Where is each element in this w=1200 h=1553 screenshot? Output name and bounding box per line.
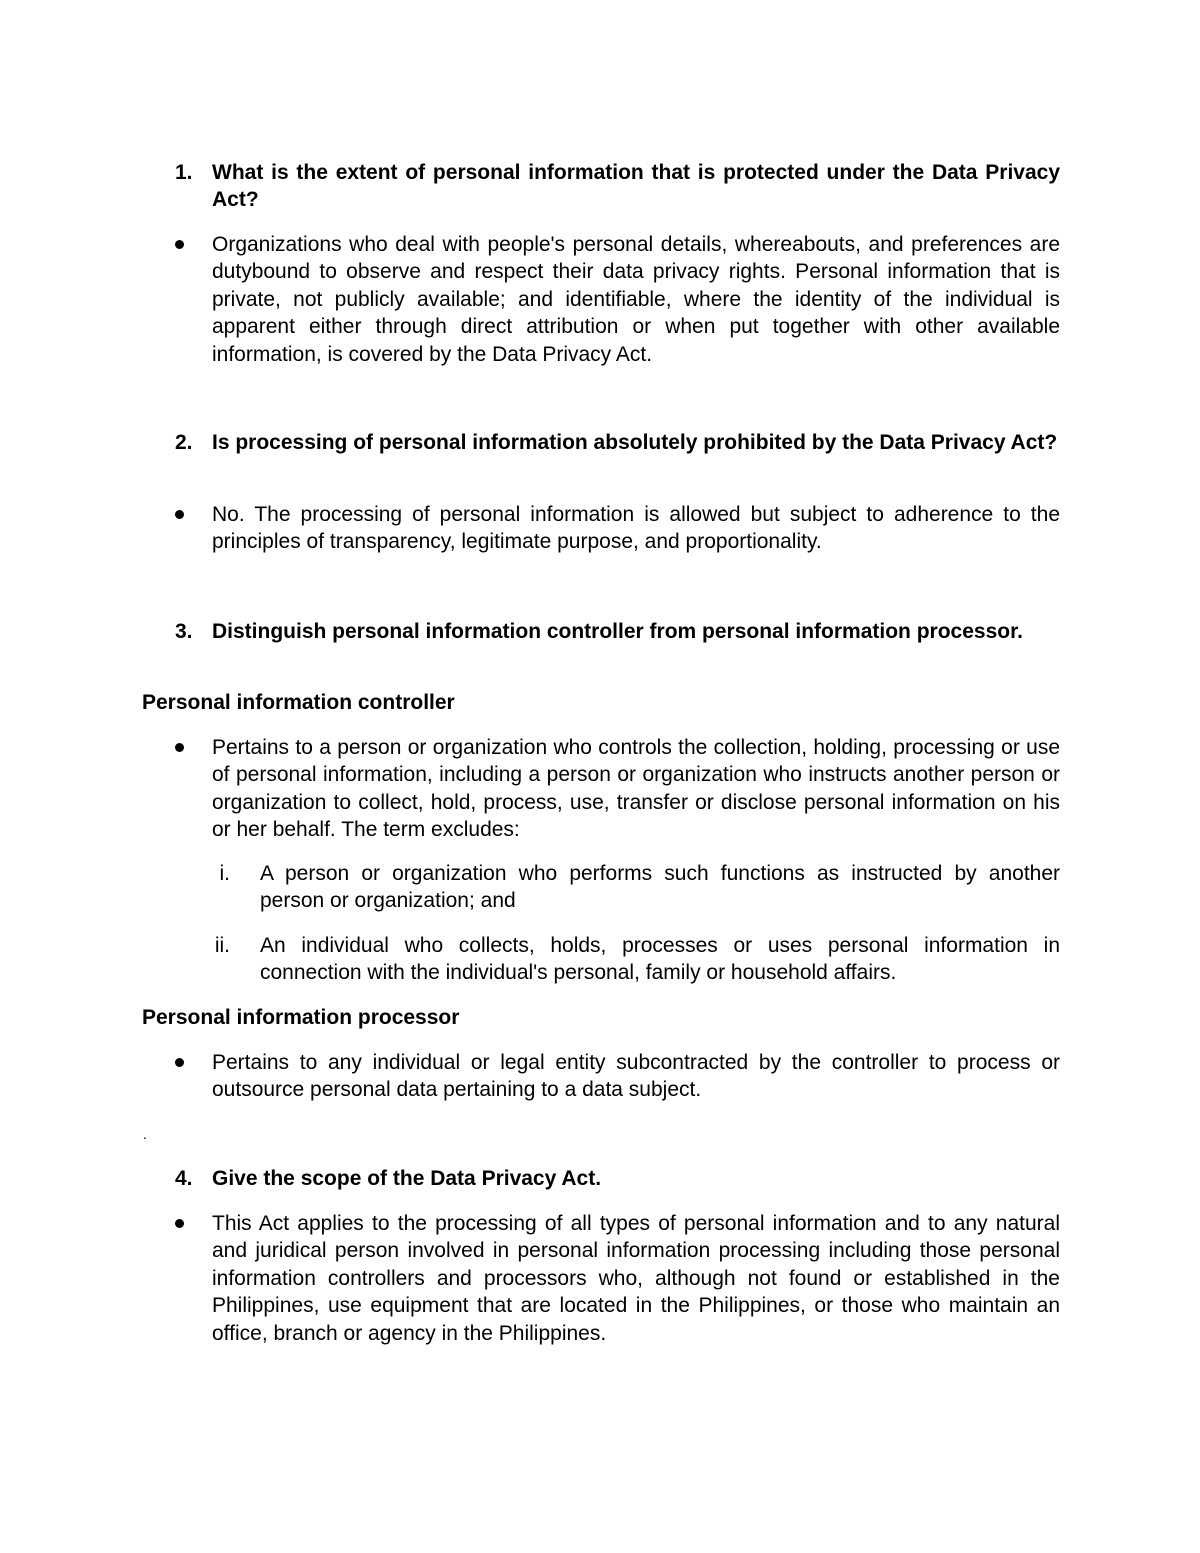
processor-definition: Pertains to any individual or legal entity subcontracted by the controller to process or outsource personal data pertaining to a data subject. [212, 1051, 1060, 1102]
controller-heading: Personal information controller [142, 691, 455, 714]
question-4 [175, 1165, 1060, 1192]
exclusion-item [200, 860, 1060, 915]
exclusion-text: An individual who collects, holds, processes or uses personal information in connection with the individual's personal, family or household affairs. [260, 934, 1060, 985]
exclusion-text: A person or organization who performs such functions as instructed by another person or organization; and [260, 862, 1060, 913]
question-number: 1. [175, 161, 193, 184]
controller-bullet [175, 734, 1060, 844]
answer-text: No. The processing of personal information is allowed but subject to adherence to the principles of transparency, legitimate purpose, and proportionality. [212, 503, 1060, 554]
controller-definition: Pertains to a person or organization who controls the collection, holding, processing or use of personal information, including a person or organization who instructs another person or organization to collect, hold, process, use, transfer or disclose personal information on his or her behalf. The term excludes: [212, 736, 1060, 842]
question-3 [175, 618, 1060, 645]
question-number: 2. [175, 431, 193, 454]
question-text: What is the extent of personal information that is protected under the Data Privacy Act? [212, 161, 1060, 212]
answer-2 [175, 501, 1060, 556]
answer-4 [175, 1210, 1060, 1347]
processor-bullet [175, 1049, 1060, 1104]
question-text: Is processing of personal information absolutely prohibited by the Data Privacy Act? [212, 431, 1058, 454]
bullet-icon [175, 743, 184, 752]
question-number: 4. [175, 1167, 193, 1190]
bullet-icon [175, 240, 184, 249]
answer-1 [175, 231, 1060, 368]
bullet-icon [175, 1219, 184, 1228]
exclusion-item [200, 932, 1060, 987]
question-2 [175, 429, 1060, 456]
answer-text: This Act applies to the processing of all types of personal information and to any natural and juridical person involved in personal information processing including those personal information controllers and processors who, although not found or established in the Philippines, use equipment that are located in the Philippines, or those who maintain an office, branch or agency in the Philippines. [212, 1212, 1060, 1345]
stray-mark: . [143, 1126, 147, 1142]
bullet-icon [175, 510, 184, 519]
answer-text: Organizations who deal with people's personal details, whereabouts, and preferences are dutybound to observe and respect their data privacy rights. Personal information that is private, not publicly available; and identifiable, where the identity of the individual is apparent either through direct attribution or when put together with other available information, is covered by the Data Privacy Act. [212, 233, 1060, 366]
bullet-icon [175, 1058, 184, 1067]
processor-heading: Personal information processor [142, 1006, 460, 1029]
roman-marker: i. [219, 862, 230, 885]
question-text: Give the scope of the Data Privacy Act. [212, 1167, 602, 1190]
question-number: 3. [175, 620, 193, 643]
question-text: Distinguish personal information controller from personal information processor. [212, 620, 1023, 643]
question-1 [175, 159, 1060, 214]
roman-marker: ii. [214, 934, 230, 957]
